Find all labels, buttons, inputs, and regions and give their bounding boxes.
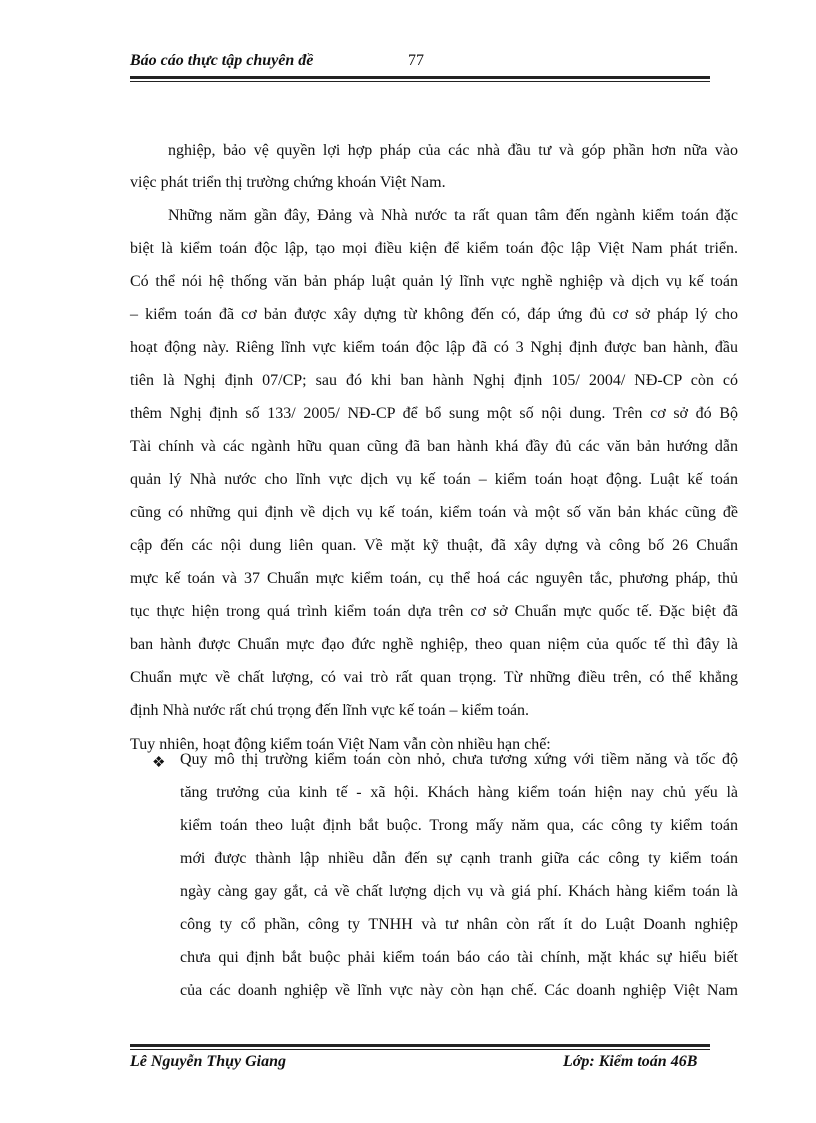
text-line: quản lý Nhà nước cho lĩnh vực dịch vụ kế toán – kiểm toán hoạt động. Luật kế toán <box>130 471 738 488</box>
text-line: định Nhà nước rất chú trọng đến lĩnh vực kế toán – kiểm toán. <box>130 702 530 719</box>
text-line: Chuẩn mực về chất lượng, có vai trò rất quan trọng. Từ những điều trên, có thể khẳng <box>130 669 738 686</box>
text-line: tục thực hiện trong quá trình kiểm toán dựa trên cơ sở Chuẩn mực quốc tế. Đặc biệt đã <box>130 603 738 620</box>
text-line: ban hành được Chuẩn mực đạo đức nghề nghiệp, theo quan niệm của quốc tế thì đây là <box>130 636 738 653</box>
text-line: Tài chính và các ngành hữu quan cũng đã ban hành khá đầy đủ các văn bản hướng dẫn <box>130 438 738 455</box>
text-line: Có thể nói hệ thống văn bản pháp luật quản lý lĩnh vực nghề nghiệp và dịch vụ kế toán <box>130 273 738 290</box>
text-line: tiên là Nghị định 07/CP; sau đó khi ban hành Nghị định 105/ 2004/ NĐ-CP còn có <box>130 372 738 389</box>
bullet-line: chưa qui định bắt buộc phải kiểm toán báo cáo tài chính, mặt khác sự hiểu biết <box>180 949 738 966</box>
bullet-line: ngày càng gay gắt, cả về chất lượng dịch vụ và giá phí. Khách hàng kiểm toán là <box>180 883 738 900</box>
text-line: hoạt động này. Riêng lĩnh vực kiểm toán độc lập đã có 3 Nghị định được ban hành, đầu <box>130 339 738 356</box>
text-line: – kiểm toán đã cơ bản được xây dựng từ không đến có, đáp ứng đủ cơ sở pháp lý cho <box>130 306 738 323</box>
bullet-line: của các doanh nghiệp về lĩnh vực này còn hạn chế. Các doanh nghiệp Việt Nam <box>180 982 738 999</box>
footer-author: Lê Nguyễn Thụy Giang <box>130 1053 286 1070</box>
header-rule <box>130 76 710 82</box>
text-line: mực kế toán và 37 Chuẩn mực kiểm toán, cụ thể hoá các nguyên tắc, phương pháp, thủ <box>130 570 738 587</box>
text-line: nghiệp, bảo vệ quyền lợi hợp pháp của các nhà đầu tư và góp phần hơn nữa vào <box>168 142 738 159</box>
text-line: biệt là kiểm toán độc lập, tạo mọi điều kiện để kiểm toán độc lập Việt Nam phát triển. <box>130 240 738 257</box>
bullet-line: tăng trưởng của kinh tế - xã hội. Khách hàng kiểm toán hiện nay chủ yếu là <box>180 784 738 801</box>
text-line: Tuy nhiên, hoạt động kiểm toán Việt Nam vẫn còn nhiều hạn chế: <box>130 736 551 753</box>
footer-class: Lớp: Kiểm toán 46B <box>563 1053 698 1070</box>
bullet-line: công ty cổ phần, công ty TNHH và tư nhân còn rất ít do Luật Doanh nghiệp <box>180 916 738 933</box>
bullet-line: kiểm toán theo luật định bắt buộc. Trong mấy năm qua, các công ty kiểm toán <box>180 817 738 834</box>
footer-rule <box>130 1044 710 1050</box>
bullet-line: Quy mô thị trường kiểm toán còn nhỏ, chưa tương xứng với tiềm năng và tốc độ <box>180 751 738 768</box>
text-line: Những năm gần đây, Đảng và Nhà nước ta rất quan tâm đến ngành kiểm toán đặc <box>168 207 738 224</box>
page-number: 77 <box>408 52 424 69</box>
text-line: cũng có những qui định về dịch vụ kế toán, kiểm toán và một số văn bản khác cũng đề <box>130 504 738 521</box>
text-line: việc phát triển thị trường chứng khoán Việt Nam. <box>130 174 446 191</box>
page-footer <box>0 1053 816 1079</box>
text-line: thêm Nghị định số 133/ 2005/ NĐ-CP để bổ sung một số nội dung. Trên cơ sở đó Bộ <box>130 405 738 422</box>
header-title: Báo cáo thực tập chuyên đề <box>130 52 314 69</box>
page-header <box>130 50 710 76</box>
bullet-line: mới được thành lập nhiều dẫn đến sự cạnh tranh giữa các công ty kiểm toán <box>180 850 738 867</box>
text-line: cập đến các nội dung liên quan. Về mặt kỹ thuật, đã xây dựng và công bố 26 Chuẩn <box>130 537 738 554</box>
bullet-icon: ❖ <box>152 755 166 771</box>
